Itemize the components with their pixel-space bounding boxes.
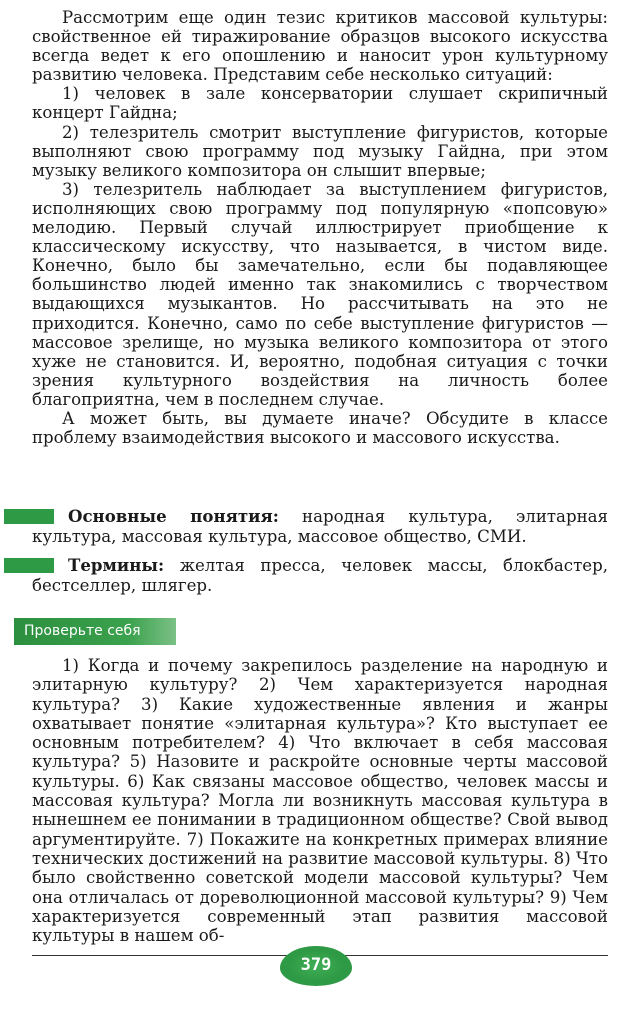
- key-concepts-text: народная культура, элитарная культура, массовая культура, массовое общество, СМИ.: [32, 507, 608, 546]
- key-concepts-label: Основные понятия:: [68, 506, 279, 526]
- terms-text: желтая пресса, человек массы, блокбастер, бестселлер, шлягер.: [32, 556, 608, 595]
- terms-label: Термины:: [68, 555, 165, 575]
- main-text: [32, 8, 608, 447]
- paragraph: 2) телезритель смотрит выступление фигуристов, которые выполняют свою программу под музыку Гайдна, при этом музыку великого композитора он слышит впервые;: [32, 122, 608, 180]
- paragraph: Рассмотрим еще один тезис критиков массовой культуры: свойственное ей тиражирование образцов высокого искусства всегда ведет к его опошлению и наносит урон культурному развитию человека. Представим себе несколько ситуаций:: [32, 8, 608, 85]
- green-marker: [4, 509, 54, 524]
- key-concepts-block: [0, 507, 608, 546]
- green-marker: [4, 558, 54, 573]
- paragraph: 3) телезритель наблюдает за выступлением фигуристов, исполняющих свою программу под популярную «попсовую» мелодию. Первый случай иллюстрирует приобщение к классическому искусству, что называется, в чистом виде. Конечно, было бы замечательно, если бы подавляющее большинство людей именно так знакомились с творчеством выдающихся музыкантов. Но рассчитывать на это не приходится. Конечно, само по себе выступление фигуристов — массовое зрелище, но музыка великого композитора от этого хуже не становится. И, вероятно, подобная ситуация с точки зрения культурного воздействия на личность более благоприятна, чем в последнем случае.: [32, 179, 608, 409]
- paragraph: 1) человек в зале консерватории слушает скрипичный концерт Гайдна;: [32, 84, 608, 123]
- terms-block: [0, 556, 608, 595]
- self-check-heading: Проверьте себя: [14, 618, 176, 645]
- page-number: 379: [300, 955, 332, 975]
- page-number-badge: [280, 946, 352, 986]
- questions-paragraph: 1) Когда и почему закрепилось разделение на народную и элитарную культуру? 2) Чем характеризуется народная культура? 3) Какие художественные явления и жанры охватывает понятие «элитарная культура»? Кто выступает ее основным потребителем? 4) Что включает в себя массовая культура? 5) Назовите и раскройте основные черты массовой культуры. 6) Как связаны массовое общество, человек массы и массовая культура? Могла ли возникнуть массовая культура в нынешнем ее понимании в традиционном обществе? Свой вывод аргументируйте. 7) Покажите на конкретных примерах влияние технических достижений на развитие массовой культуры. 8) Что было свойственно советской модели массовой культуры? Чем она отличалась от дореволюционной массовой культуры? 9) Чем характеризуется современный этап развития массовой культуры в нашем об-: [32, 656, 608, 946]
- self-check-questions: [32, 656, 608, 945]
- paragraph: А может быть, вы думаете иначе? Обсудите в классе проблему взаимодействия высокого и массового искусства.: [32, 408, 608, 448]
